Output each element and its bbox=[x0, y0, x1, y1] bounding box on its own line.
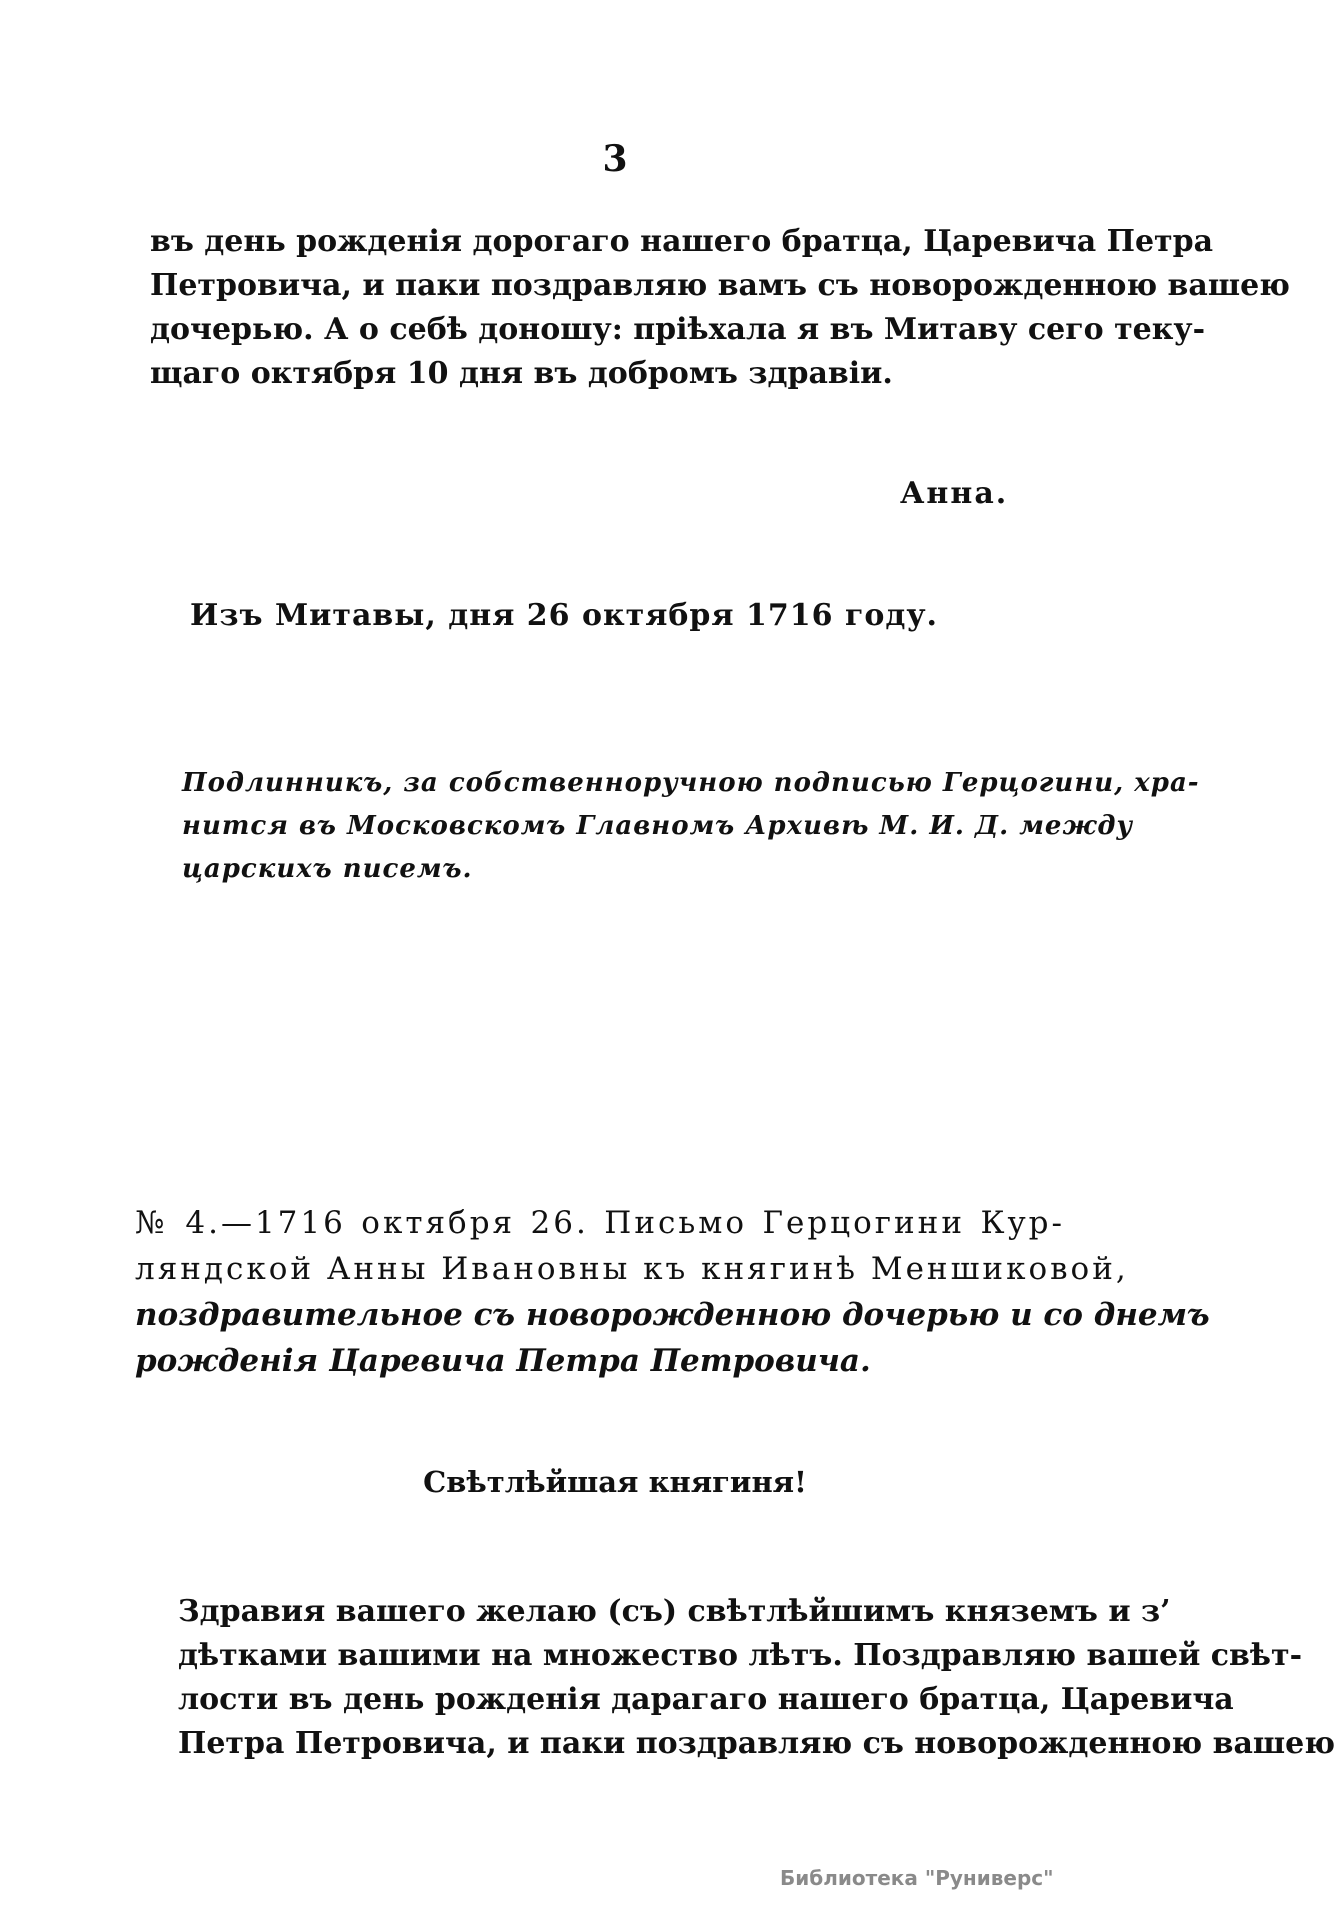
note-line: царскихъ писемъ. bbox=[182, 854, 473, 884]
heading-line: ляндской Анны Ивановны къ княгинѣ Меншиковой, bbox=[135, 1251, 1129, 1287]
page-number: 3 bbox=[602, 138, 628, 180]
letter-paragraph-2 bbox=[178, 1590, 1335, 1766]
text-line: дочерью. А о себѣ доношу: пріѣхала я въ Митаву сего теку- bbox=[150, 312, 1206, 347]
archive-note bbox=[182, 762, 1200, 891]
library-watermark: Библиотека "Руниверс" bbox=[780, 1866, 1054, 1890]
salutation: Свѣтлѣйшая княгиня! bbox=[423, 1465, 807, 1499]
heading-line: № 4.—1716 октября 26. Письмо Герцогини Кур- bbox=[135, 1205, 1065, 1241]
text-line: въ день рожденія дорогаго нашего братца, Царевича Петра bbox=[150, 224, 1214, 259]
heading-line: поздравительное съ новорожденною дочерью и со днемъ bbox=[135, 1297, 1210, 1333]
text-line: щаго октября 10 дня въ добромъ здравіи. bbox=[150, 356, 893, 391]
text-line: Петровича, и паки поздравляю вамъ съ новорожденною вашею bbox=[150, 268, 1290, 303]
text-line: Здравия вашего желаю (съ) свѣтлѣйшимъ княземъ и з’ bbox=[178, 1594, 1171, 1629]
signature: Анна. bbox=[900, 476, 1009, 511]
text-line: дѣтками вашими на множество лѣтъ. Поздравляю вашей свѣт- bbox=[178, 1638, 1303, 1673]
note-line: нится въ Московскомъ Главномъ Архивѣ М. И. Д. между bbox=[182, 811, 1134, 841]
place-date: Изъ Митавы, дня 26 октября 1716 году. bbox=[190, 598, 938, 633]
text-line: Петра Петровича, и паки поздравляю съ новорожденною вашею bbox=[178, 1726, 1335, 1761]
note-line: Подлинникъ, за собственноручною подписью Герцогини, хра- bbox=[182, 768, 1200, 798]
text-line: лости въ день рожденія дарагаго нашего братца, Царевича bbox=[178, 1682, 1234, 1717]
document-heading bbox=[135, 1200, 1210, 1384]
heading-line: рожденія Царевича Петра Петровича. bbox=[135, 1343, 871, 1379]
letter-paragraph-1 bbox=[150, 220, 1290, 396]
